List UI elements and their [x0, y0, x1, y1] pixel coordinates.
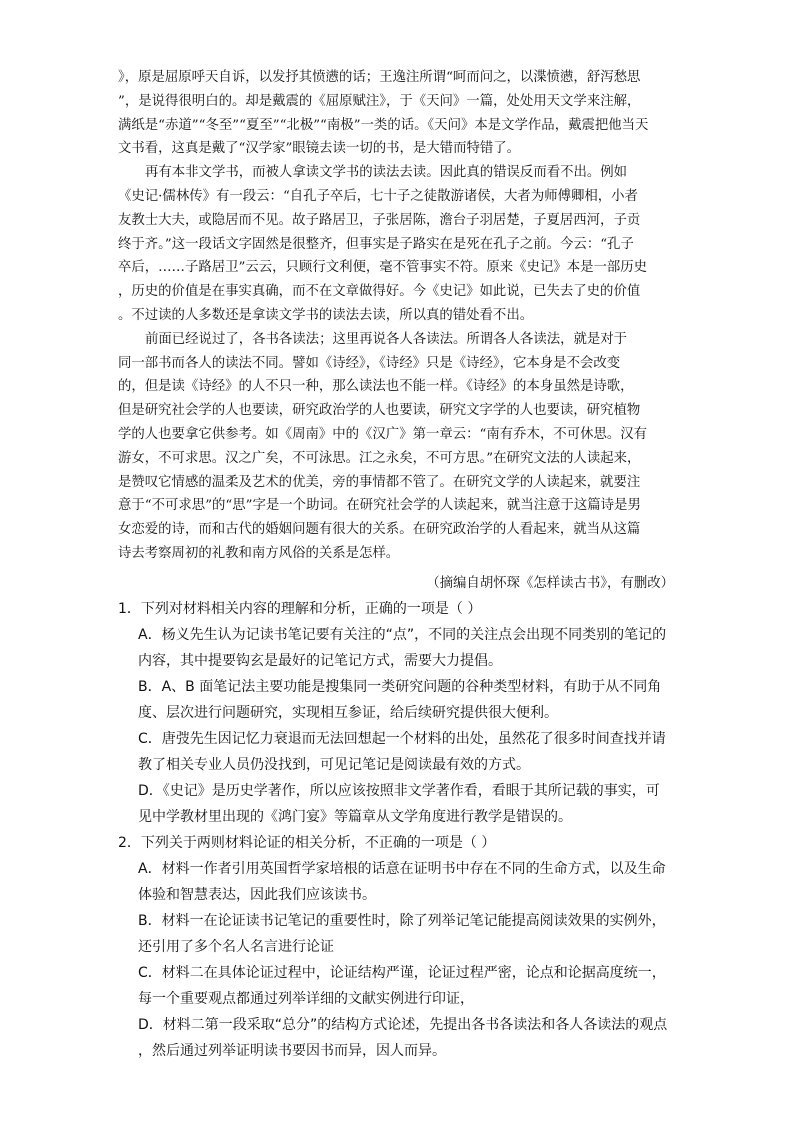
passage-line: 》，原是屈原呼天自诉，以发抒其愤懑的话；王逸注所谓“呵而问之，以渫愤懑，舒泻愁思 [118, 70, 641, 85]
question-2 [118, 830, 678, 1064]
option-text: A．材料一作者引用英国哲学家培根的话意在证明书中存在不同的生命方式，以及生命 [138, 861, 666, 877]
option-d[interactable] [118, 1012, 678, 1064]
option-text: 见中学教材里出现的《鸿门宴》等篇章从文学角度进行教学是错误的。 [138, 809, 572, 825]
option-text: B．材料一在论证读书记笔记的重要性时，除了列举记笔记能提高阅读效果的实例外， [138, 913, 666, 929]
option-text: 教了相关专业人员仍没找到，可见记笔记是阅读最有效的方式。 [138, 757, 530, 773]
passage-line: 卒后，……子路居卫”云云，只顾行文利便，毫不管事实不符。原来《史记》本是一部历史 [118, 260, 648, 276]
option-text: A．杨义先生认为记读书笔记要有关注的“点”，不同的关注点会出现不同类别的笔记的 [138, 627, 667, 643]
option-text: ，然后通过列举证明读书要因书而异，因人而异。 [138, 1043, 446, 1059]
passage-line: 满纸是“赤道”“冬至”“夏至”“北极”“南极”一类的话。《天问》本是文学作品，戴震把他当天 [118, 117, 649, 133]
question-stem: 1．下列对材料相关内容的理解和分析，正确的一项是（ ） [118, 601, 482, 617]
passage-line: 同一部书而各人的读法不同。譬如《诗经》，《诗经》只是《诗经》，它本身是不会改变 [118, 355, 621, 371]
option-text: C．唐弢先生因记忆力衰退而无法回想起一个材料的出处，虽然花了很多时间查找并请 [138, 731, 666, 747]
option-a[interactable] [118, 622, 678, 674]
option-text: 还引用了多个名人名言进行论证 [138, 939, 334, 955]
passage-line: 是赞叹它情感的温柔及艺术的优美，旁的事情都不管了。在研究文学的人读起来，就要注 [118, 474, 641, 490]
option-c[interactable] [118, 726, 678, 778]
passage-line: 女恋爱的诗，而和古代的婚姻问题有很大的关系。在研究政治学的人看起来，就当从这篇 [118, 522, 641, 538]
option-text: D．《史记》是历史学著作，所以应该按照非文学著作看，看眼于其所记载的事实，可 [138, 783, 660, 799]
option-b[interactable] [118, 674, 678, 726]
passage [118, 66, 674, 566]
passage-line: 前面已经说过了，各书各读法；这里再说各人各读法。所谓各人各读法，就是对于 [145, 331, 628, 347]
option-text: 体验和智慧表达，因此我们应该读书。 [138, 887, 376, 903]
option-text: 每一个重要观点都通过列举详细的文献实例进行印证， [138, 991, 474, 1007]
option-a[interactable] [118, 856, 678, 908]
passage-line: 学的人也要拿它供参考。如《周南》中的《汉广》第一章云：“南有乔木，不可休思。汉有 [118, 426, 648, 442]
passage-line: 但是研究社会学的人也要读，研究政治学的人也要读，研究文字学的人也要读，研究植物 [118, 403, 641, 419]
passage-line: 文书看，这真是戴了“汉学家”眼镜去读一切的书，是大错而特错了。 [118, 141, 521, 157]
passage-line: 友教士大夫，或隐居而不见。故子路居卫，子张居陈，澹台子羽居楚，子夏居西河，子贡 [118, 212, 641, 228]
question-stem: 2．下列关于两则材料论证的相关分析，不正确的一项是（ ） [118, 835, 496, 851]
option-text: B．A、B 面笔记法主要功能是搜集同一类研究问题的谷种类型材料，有助于从不同角 [138, 679, 662, 695]
passage-line: 再有本非文学书，而被人拿读文学书的读法去读。因此真的错误反而看不出。例如 [145, 165, 628, 181]
option-d[interactable] [118, 778, 678, 830]
passage-line: 《史记·儒林传》有一段云：“自孔子卒后，七十子之徒散游诸侯，大者为师傅卿相，小者 [118, 188, 638, 204]
passage-line: 终于齐。”这一段话文字固然是很整齐，但事实是子路实在是死在孔子之前。今云：“孔子 [118, 236, 634, 252]
passage-line: 游女，不可求思。汉之广矣，不可泳思。江之永矣，不可方思。”在研究文法的人读起来， [118, 450, 641, 466]
passage-source: （摘编自胡怀琛《怎样读古书》，有删改） [426, 576, 674, 591]
option-text: C．材料二在具体论证过程中，论证结构严谨，论证过程严密，论点和论据高度统一， [138, 965, 666, 981]
passage-line: 。不过读的人多数还是拿读文学书的读法去读，所以真的错处看不出。 [118, 307, 534, 323]
option-b[interactable] [118, 908, 678, 960]
option-text: D．材料二第一段采取“总分”的结构方式论述，先提出各书各读法和各人各读法的观点 [138, 1017, 668, 1033]
question-1 [118, 596, 678, 830]
passage-line: 意于“不可求思”的“思”字是一个助词。在研究社会学的人读起来，就当注意于这篇诗是男 [118, 498, 641, 514]
passage-line: ”，是说得很明白的。却是戴震的《屈原赋注》，于《天问》一篇，处处用天文学来注解， [118, 93, 641, 109]
passage-line: 诗去考察周初的礼教和南方风俗的关系是怎样。 [118, 545, 400, 561]
passage-line: 的，但是读《诗经》的人不只一种，那么读法也不能一样。《诗经》的本身虽然是诗歌， [118, 379, 634, 395]
option-c[interactable] [118, 960, 678, 1012]
option-text: 度、层次进行问题研究，实现相互参证，给后续研究提供很大便利。 [138, 705, 558, 721]
question-list [118, 596, 678, 1064]
passage-line: ，历史的价值是在事实真确，而不在文章做得好。今《史记》如此说，已失去了史的价值 [118, 284, 641, 300]
option-text: 内容，其中提要钩玄是最好的记笔记方式，需要大力提倡。 [138, 653, 502, 669]
